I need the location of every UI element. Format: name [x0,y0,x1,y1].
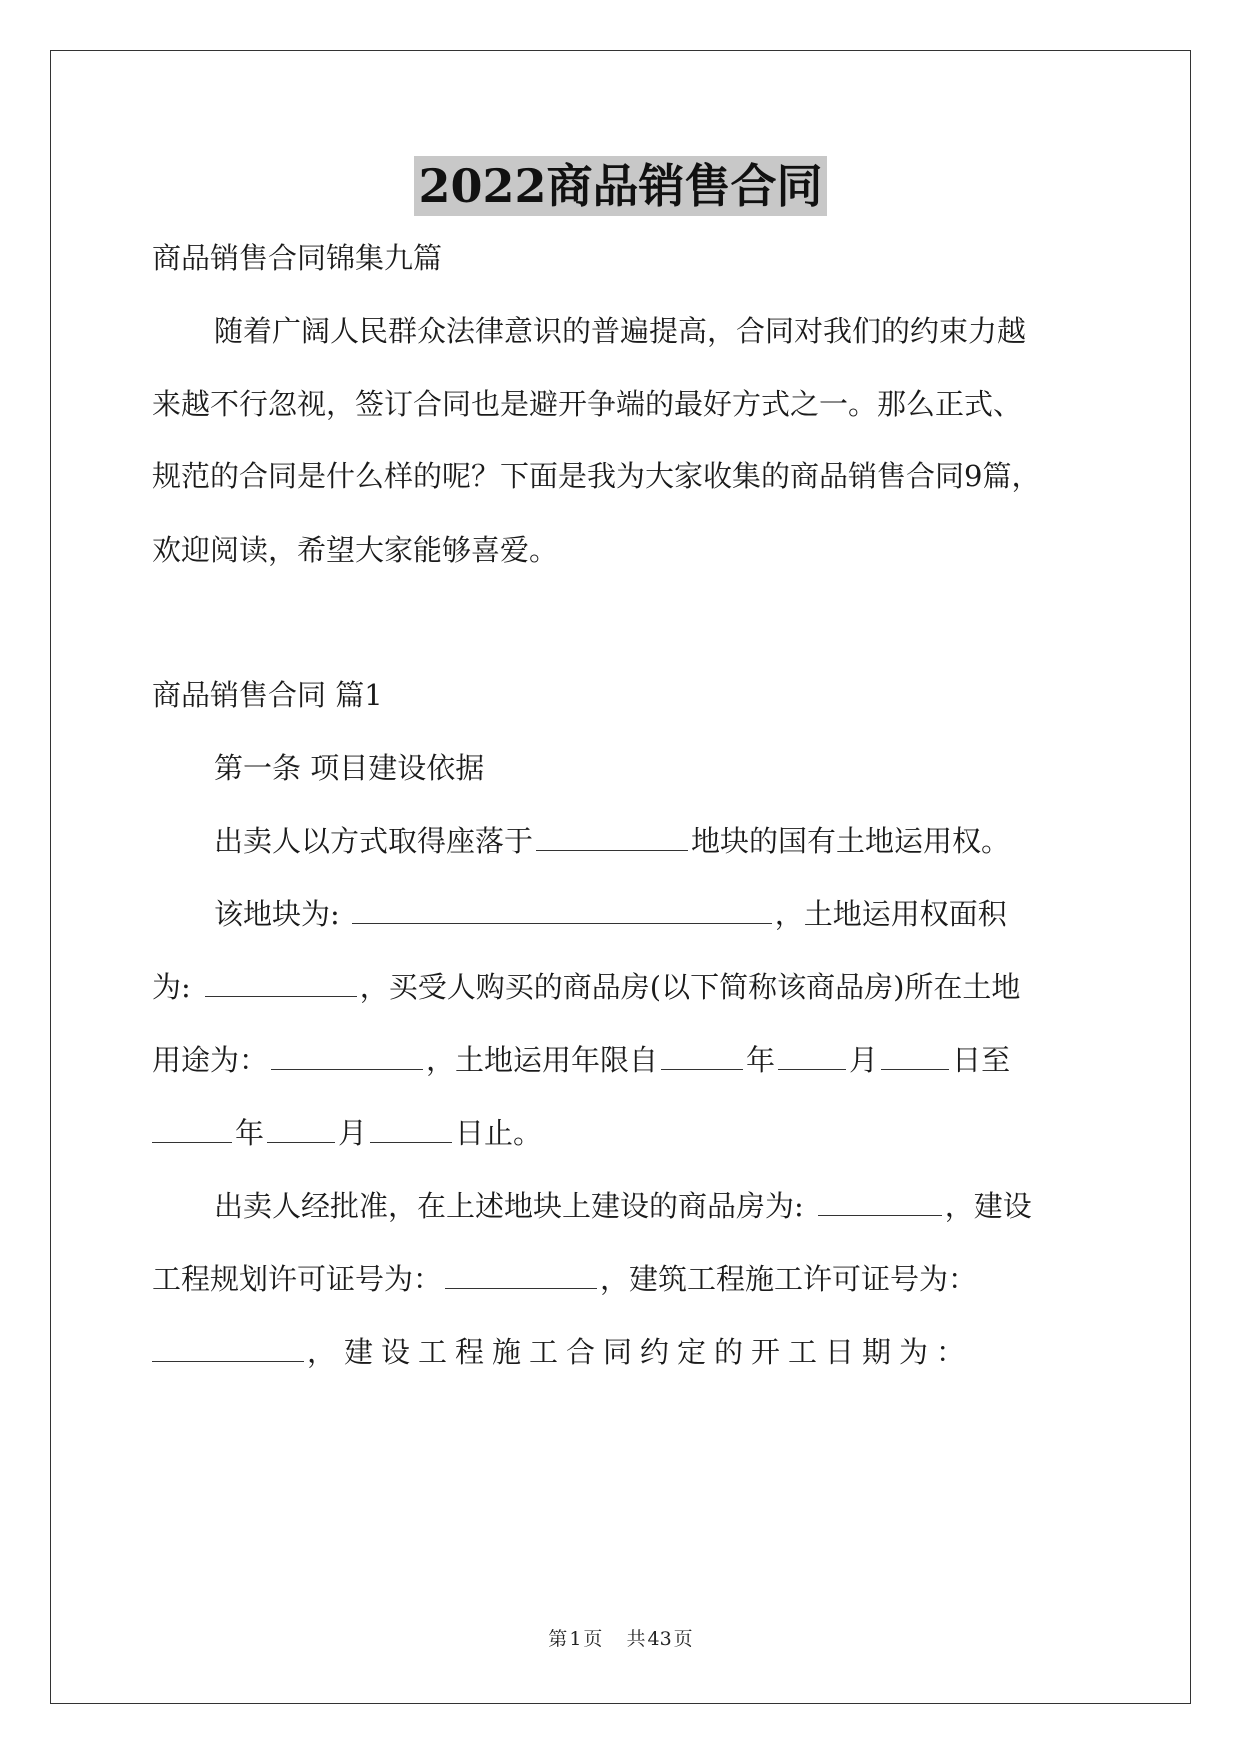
intro-line-2: 来越不行忽视，签订合同也是避开争端的最好方式之一。那么正式、 [152,387,1023,421]
page-label-unit: 页 [583,1628,603,1650]
fill-blank [152,1116,232,1143]
body-text: 用途为： [152,1043,269,1077]
fill-blank [205,970,357,997]
body-text: 地块的国有土地运用权。 [691,824,1011,858]
body-line-5 [152,1113,1092,1153]
document-title: 2022商品销售合同 [414,156,826,216]
section-heading: 商品销售合同 篇1 [152,678,383,712]
body-text: ，土地运用年限自 [426,1043,659,1077]
page-label-prefix: 第 [548,1628,568,1650]
fill-blank [661,1043,743,1070]
body-text: ，建设 [944,1189,1032,1223]
total-label-unit: 页 [673,1628,693,1650]
page-label [548,1628,602,1650]
body-line-3 [152,967,1092,1007]
body-line-1 [214,821,1092,861]
title-container [0,156,1241,216]
body-text: 出卖人经批准，在上述地块上建设的商品房为: [214,1189,804,1223]
body-text: 日至 [952,1043,1011,1077]
body-text: 为: [152,970,191,1004]
body-text: 月 [338,1116,368,1150]
body-line-8 [152,1332,1092,1372]
body-text: 年 [746,1043,776,1077]
fill-blank [536,824,688,851]
fill-blank [778,1043,846,1070]
body-text: 日止。 [455,1116,543,1150]
intro-line-4: 欢迎阅读，希望大家能够喜爱。 [152,533,559,567]
intro-line-3: 规范的合同是什么样的呢？下面是我为大家收集的商品销售合同9篇， [152,459,1041,493]
page-number: 1 [569,1628,582,1650]
page-border [50,50,1191,1704]
fill-blank [370,1116,452,1143]
total-label [626,1628,692,1650]
body-text: 月 [849,1043,879,1077]
total-label-prefix: 共 [626,1628,646,1650]
intro-line-1: 随着广阔人民群众法律意识的普遍提高，合同对我们的约束力越 [214,314,1027,348]
body-text: 该地块为: [214,897,340,931]
fill-blank [352,897,772,924]
fill-blank [445,1262,597,1289]
fill-blank [818,1189,942,1216]
fill-blank [881,1043,949,1070]
fill-blank [152,1335,304,1362]
body-line-2 [214,894,1092,934]
article-heading: 第一条 项目建设依据 [214,751,485,785]
body-line-7 [152,1259,1092,1299]
document-subtitle: 商品销售合同锦集九篇 [152,241,443,275]
body-line-6 [214,1186,1092,1226]
body-text: 工程规划许可证号为： [152,1262,443,1296]
body-text: ，建设工程施工合同约定的开工日期为： [307,1335,974,1369]
fill-blank [271,1043,423,1070]
body-text: ，买受人购买的商品房(以下简称该商品房)所在土地 [359,970,1021,1004]
fill-blank [267,1116,335,1143]
body-line-4 [152,1040,1092,1080]
body-text: 出卖人以方式取得座落于 [214,824,534,858]
body-text: 年 [235,1116,265,1150]
body-text: ，建筑工程施工许可证号为： [600,1262,978,1296]
body-text: ，土地运用权面积 [774,897,1007,931]
page-footer [0,1624,1241,1651]
total-pages: 43 [647,1628,672,1650]
